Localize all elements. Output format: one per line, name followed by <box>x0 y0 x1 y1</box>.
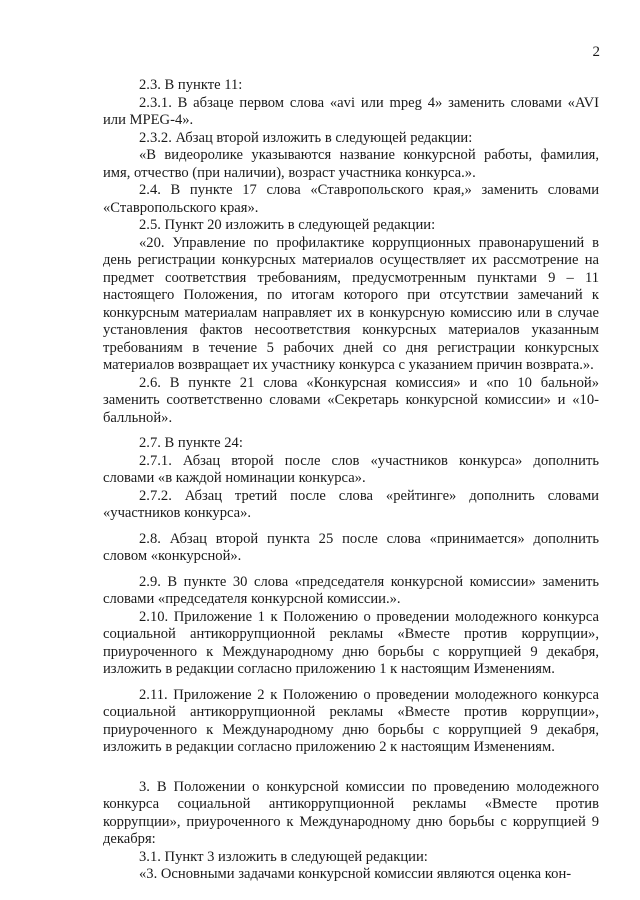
page-number: 2 <box>592 44 600 60</box>
paragraph-2-7-2: 2.7.2. Абзац третий после слова «рейтинге» дополнить словами «участников конкурса». <box>103 487 599 521</box>
paragraph-3: 3. В Положении о конкурсной комиссии по проведению молодежного конкурса социальной антикоррупционной рекламы «Вместе против коррупции», приуроченного к Международному дню борьбы с коррупцией 9 декабря: <box>103 778 599 847</box>
paragraph-3-1: 3.1. Пункт 3 изложить в следующей редакции: <box>139 848 428 865</box>
paragraph-2-3-2: 2.3.2. Абзац второй изложить в следующей редакции: <box>139 129 473 146</box>
paragraph-quote-3: «3. Основными задачами конкурсной комиссии являются оценка кон- <box>139 866 572 882</box>
document-body <box>103 77 599 884</box>
paragraph-2-10: 2.10. Приложение 1 к Положению о проведении молодежного конкурса социальной антикоррупционной рекламы «Вместе против коррупции», приуроченного к Международному дню борьбы с коррупцией 9 декабря, изложить в редакции согласно приложению 1 к настоящим Изменениям. <box>103 608 599 677</box>
paragraph-2-6: 2.6. В пункте 21 слова «Конкурсная комиссия» и «по 10 бальной» заменить соответственно словами «Секретарь конкурсной комиссии» и «10-балльной». <box>103 374 599 426</box>
paragraph-2-5: 2.5. Пункт 20 изложить в следующей редакции: <box>139 217 436 233</box>
paragraph-quote-video: «В видеоролике указываются название конкурсной работы, фамилия, имя, отчество (при наличии), возраст участника конкурса.». <box>103 147 599 181</box>
paragraph-quote-20: «20. Управление по профилактике коррупционных правонарушений в день регистрации конкурсных материалов осуществляет их рассмотрение на предмет соответствия требованиям, предусмотренным пунктами 9 – 11 настоящего Положения, по итогам которого при отсутствии замечаний к конкурсным материалам направляет их в конкурсную комиссию или в случае установления фактов несоответствия конкурсных материалов указанным требованиям в течение 5 рабочих дней со дня регистрации конкурсных материалов возвращает их участнику конкурса с указанием причин возврата.». <box>103 234 599 373</box>
paragraph-2-8: 2.8. Абзац второй пункта 25 после слова «принимается» дополнить словом «конкурсной». <box>103 530 599 564</box>
paragraph-2-7: 2.7. В пункте 24: <box>139 435 243 451</box>
paragraph-2-3: 2.3. В пункте 11: <box>139 77 243 93</box>
paragraph-2-9: 2.9. В пункте 30 слова «председателя конкурсной комиссии» заменить словами «председателя конкурсной комиссии.». <box>103 573 599 607</box>
paragraph-2-3-1: 2.3.1. В абзаце первом слова «avi или mpeg 4» заменить словами «AVI или MPEG-4». <box>103 94 599 128</box>
paragraph-2-4: 2.4. В пункте 17 слова «Ставропольского края,» заменить словами «Ставропольского края». <box>103 182 599 216</box>
paragraph-2-11: 2.11. Приложение 2 к Положению о проведении молодежного конкурса социальной антикоррупционной рекламы «Вместе против коррупции», приуроченного к Международному дню борьбы с коррупцией 9 декабря, изложить в редакции согласно приложению 2 к настоящим Изменениям. <box>103 686 599 755</box>
paragraph-2-7-1: 2.7.1. Абзац второй после слов «участников конкурса» дополнить словами «в каждой номинации конкурса». <box>103 452 599 486</box>
